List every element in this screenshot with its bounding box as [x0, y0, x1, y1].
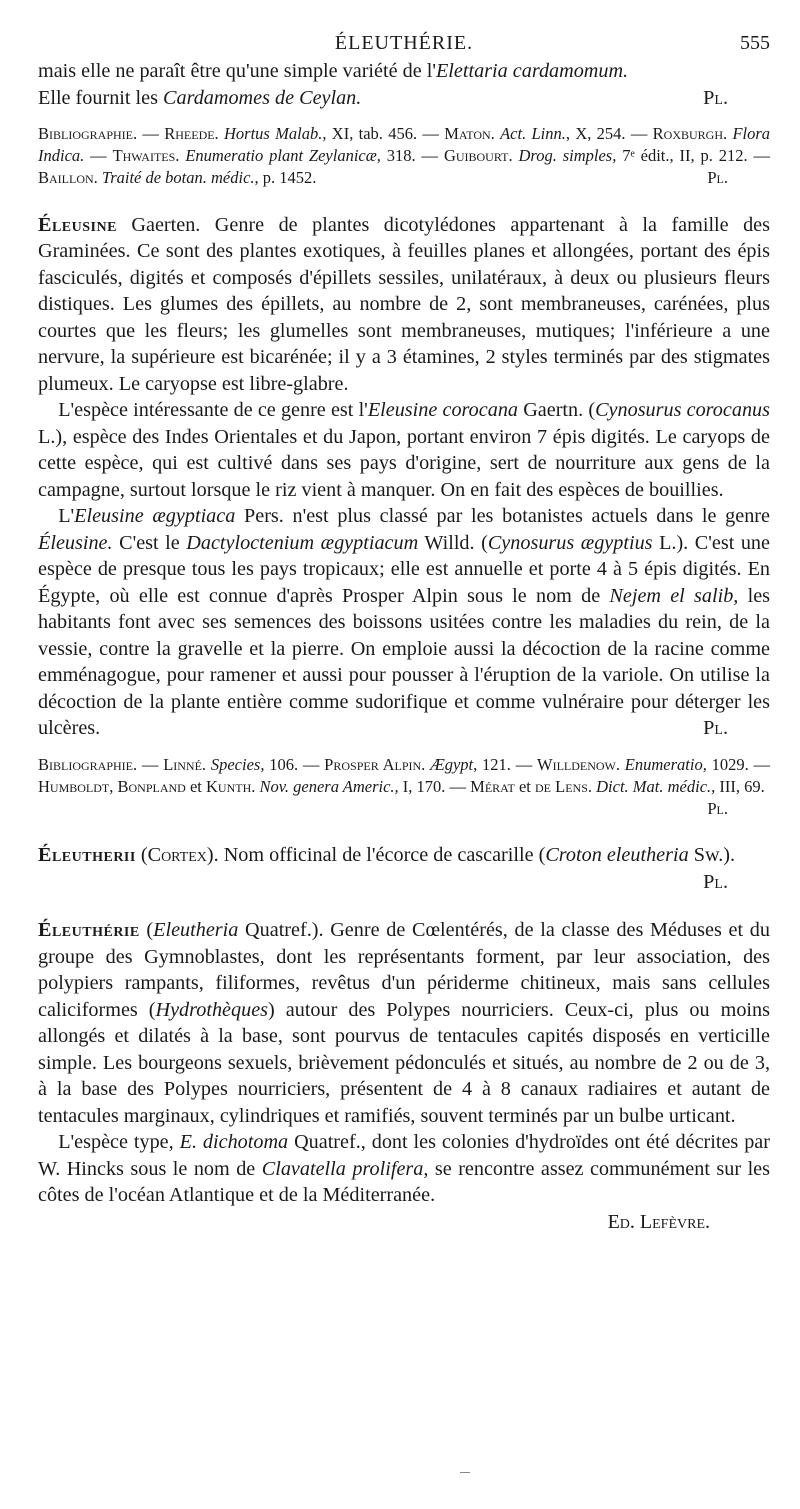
- entry-text: L'espèce intéressante de ce genre est l': [58, 399, 368, 422]
- biblio-title: Enumeratio plant Zeylanicæ,: [185, 146, 381, 166]
- entry-text: Gaertn. (: [518, 399, 596, 422]
- biblio-ref: , XI, tab. 456. —: [322, 124, 445, 143]
- entry-italic: Clavatella prolifera,: [261, 1157, 429, 1180]
- entry-text: Quatref., dont les colonies d'hydroïdes ont été décrites par W. Hincks sous le nom de: [38, 1131, 770, 1180]
- biblio-author: Guibourt.: [443, 146, 513, 166]
- entry-text: Sw.).: [688, 844, 736, 867]
- entry-headword: Éleuthérie: [38, 919, 140, 942]
- biblio-author: Kunth.: [206, 776, 256, 796]
- biblio-ref: , X, 254. —: [565, 124, 653, 143]
- biblio-title: Flora Indica.: [38, 124, 771, 166]
- page-number: 555: [740, 32, 770, 54]
- entry-text: Willd. (: [418, 531, 488, 554]
- page: [38, 30, 770, 1235]
- entry-text: (: [135, 844, 148, 867]
- author-initials: Pl.: [703, 86, 728, 109]
- entry-eleusine: [38, 212, 770, 742]
- bibliography-label: Bibliographie.: [38, 124, 138, 143]
- entry-text: (: [139, 919, 154, 942]
- page-header: [38, 30, 770, 58]
- biblio-ref: 7ᵉ édit., II, p. 212. —: [616, 146, 771, 166]
- biblio-ref: , p. 1452.: [254, 168, 317, 188]
- biblio-title: Hortus Malab.: [224, 124, 323, 143]
- biblio-author: de Lens.: [535, 776, 593, 796]
- entry-eleutherii: [38, 842, 770, 895]
- entry-text: ) autour des Polypes nourriciers. Ceux-ci, plus ou moins allongés et dilatés à la base, sont pourvus de tentacules capités disposés en verticille simple. Les bourgeons sexuels, brièvement pédonculés et situés, au nombre de 2 ou de 3, à la base des Polypes nourriciers, présentent de 4 à 8 canaux radiaires et autant de tentacules marginaux, cylindriques et ramifiés, souvent terminés par un bulbe urticant.: [38, 998, 770, 1127]
- entry-italic: Hydrothèques: [155, 998, 269, 1021]
- biblio-author: Willdenow.: [537, 754, 621, 774]
- intro-italic: Elettaria cardamomum.: [435, 60, 629, 82]
- entry-headword: Éleutherii: [38, 844, 136, 867]
- entry-text: les habitants font avec ses semences des boissons usitées contre les maladies du rein, de la vessie, contre la gravelle et la pierre. On emploie aussi la décoction de la racine comme emménagogue, pour ramener et aussi pour pousser à l'éruption de la variole. On utilise la décoction de la plante entière comme sudorifique et comme vulnéraire pour déterger les ulcères.: [38, 584, 771, 740]
- biblio-author: Humboldt, Bonpland: [38, 776, 186, 796]
- biblio-ref: et: [185, 776, 207, 796]
- footer-mark: [460, 1472, 470, 1473]
- entry-text: L.). C'est une espèce de presque tous les pays tropicaux; elle est annuelle et porte 4 à 5 épis digités. En Égypte, où elle est connue d'après Prosper Alpin sous le nom de: [38, 531, 770, 607]
- biblio-title: Dict. Mat. médic.,: [596, 776, 716, 796]
- biblio-title: Ægypt: [430, 754, 474, 774]
- biblio-title: Species,: [210, 754, 265, 774]
- biblio-ref: et: [514, 776, 536, 796]
- author-initials: Pl.: [703, 717, 728, 740]
- entry-text: Quatref.). Genre de Cœlentérés, de la classe des Méduses et du groupe des Gymnoblastes, dont les représentants forment, par leur association, des polypiers rampants, filiformes, revêtus d'un périderme chitineux, mais sans cellules caliciformes (: [38, 919, 770, 1021]
- biblio-title: Nov. genera Americ.,: [259, 776, 399, 796]
- entry-text: ). Nom officinal de l'écorce de cascarille (: [206, 844, 546, 867]
- biblio-title: Act. Linn.: [500, 124, 566, 143]
- biblio-author: Baillon.: [38, 168, 98, 188]
- entry-italic: Croton eleutheria: [545, 844, 689, 867]
- biblio-author: Maton.: [444, 124, 495, 143]
- entry-paragraph: [38, 397, 770, 503]
- biblio-ref: —: [84, 146, 113, 166]
- author-initials: Pl.: [707, 799, 728, 819]
- signature: Ed. Lefèvre.: [607, 1210, 710, 1233]
- biblio-ref: 318. —: [380, 146, 444, 166]
- entry-paragraph: [38, 1129, 770, 1209]
- entry-text: Pers. n'est plus classé par les botanistes actuels dans le genre: [235, 505, 770, 528]
- biblio-author: Mérat: [470, 776, 515, 796]
- intro-text: mais elle ne paraît être qu'une simple variété de l': [38, 60, 436, 82]
- entry-italic: Eleusine corocana: [367, 399, 519, 422]
- entry-text: L.), espèce des Indes Orientales et du Japon, portant environ 7 épis digités. Le caryops de cette espèce, qui est cultivé dans ses pays d'origine, sert de nourriture aux gens de la campagne, surtout lorsque le riz vient à manquer. On en fait des espèces de bouillies.: [38, 425, 770, 501]
- running-title: ÉLEUTHÉRIE.: [334, 32, 474, 54]
- entry-italic: Eleusine ægyptiaca: [74, 505, 236, 528]
- bibliography-1: Bibliographie. — Rheede. Hortus Malab., XI, tab. 456. — Maton. Act. Linn., X, 254. — Roxburgh. Flora Indica. — Thwaites. Enumeratio plant Zeylanicæ, 318. — Guibourt. Drog. simples, 7ᵉ édit., II, p. 212. — Baillon. Traité de botan. médic., p. 1452. Pl.: [38, 123, 770, 190]
- biblio-ref: I, 170. —: [398, 776, 471, 796]
- biblio-author: Prosper Alpin.: [324, 754, 426, 774]
- entry-paragraph: [38, 842, 770, 893]
- biblio-ref: 106. —: [264, 754, 325, 774]
- entry-text: Gaerten. Genre de plantes dicotylédones appartenant à la famille des Graminées. Ce sont des plantes exotiques, à feuilles planes et allongées, portant des épis fasciculés, digités et composés d'épillets sessiles, unilatéraux, à deux ou plusieurs fleurs distiques. Les glumes des épillets, au nombre de 2, sont membraneuses, carénées, plus courtes que les fleurs; les glumelles sont membraneuses, mutiques; l'inférieure a une nervure, la supérieure est bicarénée; il y a 3 étamines, 2 styles terminés par des stigmates plumeux. Le caryopse est libre-glabre.: [38, 213, 770, 395]
- entry-paragraph: [38, 212, 770, 398]
- biblio-author: Thwaites.: [112, 146, 180, 166]
- biblio-author: Roxburgh.: [652, 124, 728, 143]
- entry-paragraph: [38, 917, 770, 1129]
- entry-headword: Éleusine: [38, 213, 117, 236]
- biblio-title: Enumeratio,: [624, 754, 707, 774]
- entry-paragraph: [38, 503, 770, 742]
- intro-paragraph: [38, 58, 770, 111]
- intro-italic: Cardamomes de Ceylan.: [163, 86, 362, 109]
- entry-italic: Dactyloctenium ægyptiacum: [186, 531, 419, 554]
- entry-text: L'espèce type,: [58, 1131, 180, 1154]
- biblio-ref: III, 69.: [715, 776, 765, 796]
- entry-italic: Cynosurus ægyptius: [487, 531, 653, 554]
- bibliography-label: Bibliographie.: [38, 754, 138, 774]
- biblio-ref: 1029. —: [706, 754, 771, 774]
- entry-text: L': [58, 505, 75, 528]
- biblio-title: Traité de botan. médic.: [101, 168, 255, 188]
- entry-italic: Nejem el salib,: [609, 584, 739, 607]
- entry-italic: Éleusine.: [38, 531, 113, 554]
- entry-text: se rencontre assez communément sur les côtes de l'océan Atlantique et de la Méditerranée.: [38, 1157, 771, 1207]
- author-initials: Pl.: [703, 870, 728, 893]
- bibliography-2: Bibliographie. — Linné. Species, 106. — Prosper Alpin. Ægypt, 121. — Willdenow. Enumeratio, 1029. — Humboldt, Bonpland et Kunth. Nov. genera Americ., I, 170. — Mérat et de Lens. Dict. Mat. médic., III, 69. Pl.: [38, 754, 770, 798]
- biblio-author: Linné.: [163, 754, 207, 774]
- entry-text: Cortex: [147, 844, 207, 867]
- intro-text: Elle fournit les: [38, 86, 164, 109]
- entry-text: C'est le: [112, 531, 187, 554]
- author-initials: Pl.: [707, 168, 728, 188]
- entry-italic: Eleutheria: [153, 919, 239, 942]
- entry-italic: E. dichotoma: [179, 1131, 289, 1154]
- biblio-author: Rheede.: [164, 124, 219, 143]
- biblio-title: Drog. simples,: [518, 146, 617, 166]
- entry-italic: Cynosurus corocanus: [595, 399, 770, 422]
- entry-eleutherie: [38, 917, 770, 1235]
- biblio-ref: , 121. —: [473, 754, 537, 774]
